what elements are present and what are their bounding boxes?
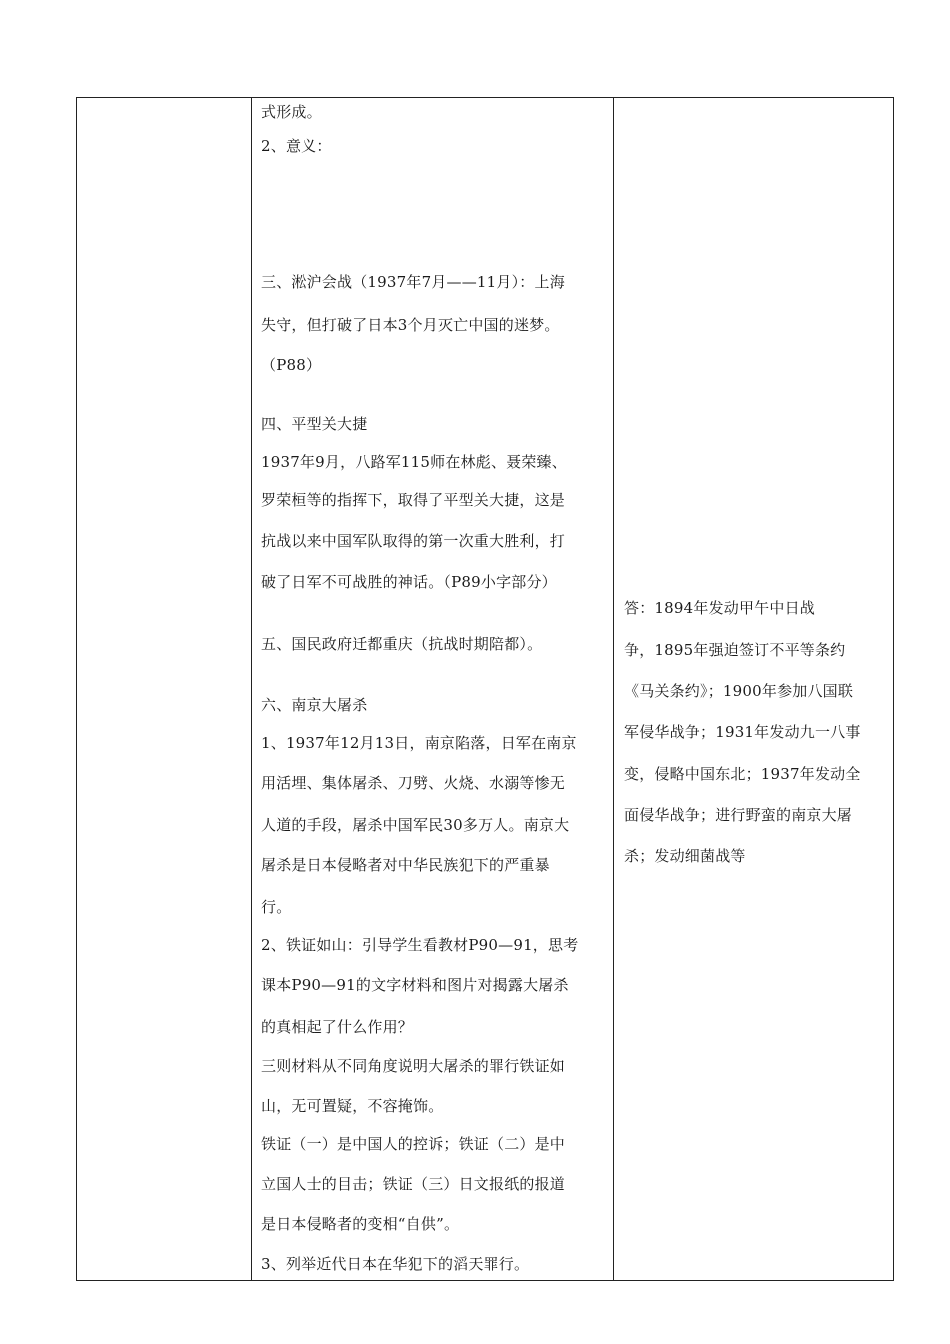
- answer-line: 《马关条约》；1900年参加八国联: [624, 682, 854, 700]
- answer-line: 军侵华战争；1931年发动九一八事: [624, 723, 861, 741]
- answer-line: 答：1894年发动甲午中日战: [624, 599, 815, 617]
- text-line: 三则材料从不同角度说明大屠杀的罪行铁证如: [261, 1057, 566, 1075]
- text-line: 1、1937年12月13日，南京陷落，日军在南京: [261, 734, 577, 752]
- text-line: （P88）: [261, 356, 322, 374]
- text-line: 屠杀是日本侵略者对中华民族犯下的严重暴: [261, 856, 550, 874]
- text-line: 用活埋、集体屠杀、刀劈、火烧、水溺等惨无: [261, 774, 566, 792]
- text-line: 人道的手段，屠杀中国军民30多万人。南京大: [261, 816, 570, 834]
- text-line: 山，无可置疑，不容掩饰。: [261, 1097, 444, 1115]
- text-line: 是日本侵略者的变相“自供”。: [261, 1215, 460, 1233]
- left-column: [77, 98, 252, 1280]
- lesson-table: [76, 97, 894, 1281]
- text-line: 的真相起了什么作用？: [261, 1018, 414, 1036]
- text-line: 抗战以来中国军队取得的第一次重大胜利，打: [261, 532, 566, 550]
- answer-line: 杀；发动细菌战等: [624, 847, 746, 865]
- text-line: 3、列举近代日本在华犯下的滔天罪行。: [261, 1255, 530, 1273]
- text-line: 课本P90—91的文字材料和图片对揭露大屠杀: [261, 976, 569, 994]
- text-line: 行。: [261, 898, 292, 916]
- text-line: 三、淞沪会战（1937年7月——11月）：上海: [261, 273, 565, 291]
- section-heading: 六、南京大屠杀: [261, 696, 368, 714]
- section-heading: 五、国民政府迁都重庆（抗战时期陪都）。: [261, 635, 543, 653]
- text-line: 铁证（一）是中国人的控诉；铁证（二）是中: [261, 1135, 566, 1153]
- answer-line: 面侵华战争；进行野蛮的南京大屠: [624, 806, 853, 824]
- section-heading: 四、平型关大捷: [261, 415, 368, 433]
- text-line: 式形成。: [261, 103, 322, 121]
- right-column: [614, 98, 893, 1280]
- answer-line: 争，1895年强迫签订不平等条约: [624, 641, 846, 659]
- text-line: 立国人士的目击；铁证（三）日文报纸的报道: [261, 1175, 566, 1193]
- middle-column: [252, 98, 614, 1280]
- text-line: 1937年9月，八路军115师在林彪、聂荣臻、: [261, 453, 567, 471]
- text-line: 失守，但打破了日本3个月灭亡中国的迷梦。: [261, 316, 560, 334]
- text-line: 罗荣桓等的指挥下，取得了平型关大捷，这是: [261, 491, 566, 509]
- text-line: 2、铁证如山：引导学生看教材P90—91，思考: [261, 936, 579, 954]
- answer-line: 变，侵略中国东北；1937年发动全: [624, 765, 861, 783]
- text-line: 破了日军不可战胜的神话。（P89小字部分）: [261, 573, 557, 591]
- text-line: 2、意义：: [261, 137, 332, 155]
